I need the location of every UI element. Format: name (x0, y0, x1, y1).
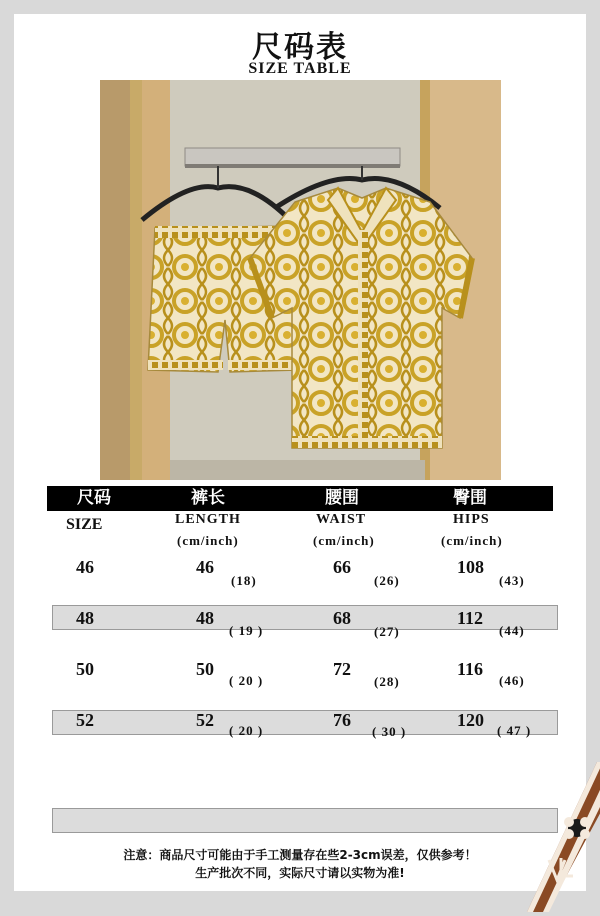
header-size-zh: 尺码 (77, 488, 111, 508)
note-line-1: 注意：商品尺寸可能由于手工测量存在些2-3cm误差，仅供参考！ (123, 848, 477, 862)
page-subtitle: SIZE TABLE (248, 60, 352, 77)
row-52-size: 52 (76, 710, 94, 730)
header-length-en: LENGTH (175, 512, 241, 527)
row-48-hips-inch: (44) (499, 623, 525, 638)
row-48-hips: 112 (457, 608, 484, 628)
header-hips-zh: 臀围 (453, 488, 487, 508)
row-50-length: 50 (196, 659, 214, 679)
header-length-zh: 裤长 (191, 488, 225, 508)
row-52-hips: 120 (457, 710, 484, 730)
row-52-length-inch: ( 20 ) (229, 723, 264, 738)
row-50-hips: 116 (457, 659, 484, 679)
corner-badge (527, 762, 600, 912)
header-hips-unit: (cm/inch) (441, 533, 503, 548)
page-title: 尺码表 (252, 30, 348, 65)
row-48-waist-inch: (27) (374, 624, 400, 639)
header-waist-zh: 腰围 (325, 488, 359, 508)
row-52-waist-inch: ( 30 ) (372, 724, 407, 739)
empty-band (52, 808, 558, 833)
row-48-size: 48 (76, 608, 94, 628)
header-hips-en: HIPS (453, 512, 490, 527)
row-46-hips-inch: (43) (499, 573, 525, 588)
row-46-size: 46 (76, 557, 94, 577)
row-52-hips-inch: ( 47 ) (497, 723, 532, 738)
row-46-waist-inch: (26) (374, 573, 400, 588)
header-waist-en: WAIST (316, 512, 367, 527)
row-48-waist: 68 (333, 608, 351, 628)
row-46-waist: 66 (333, 557, 351, 577)
row-50-length-inch: ( 20 ) (229, 673, 264, 688)
product-photo (100, 80, 501, 480)
header-size-en: SIZE (66, 516, 103, 533)
row-52-waist: 76 (333, 710, 351, 730)
row-46-hips: 108 (457, 557, 484, 577)
row-48-length: 48 (196, 608, 214, 628)
row-46-length: 46 (196, 557, 214, 577)
row-50-waist-inch: (28) (374, 674, 400, 689)
row-46-length-inch: (18) (231, 573, 257, 588)
row-52-length: 52 (196, 710, 214, 730)
row-50-size: 50 (76, 659, 94, 679)
note-line-2: 生产批次不同，实际尺寸请以实物为准! (195, 866, 405, 880)
row-50-hips-inch: (46) (499, 673, 525, 688)
header-length-unit: (cm/inch) (177, 533, 239, 548)
header-waist-unit: (cm/inch) (313, 533, 375, 548)
row-48-length-inch: ( 19 ) (229, 623, 264, 638)
row-50-waist: 72 (333, 659, 351, 679)
table-header-bar (47, 486, 553, 511)
